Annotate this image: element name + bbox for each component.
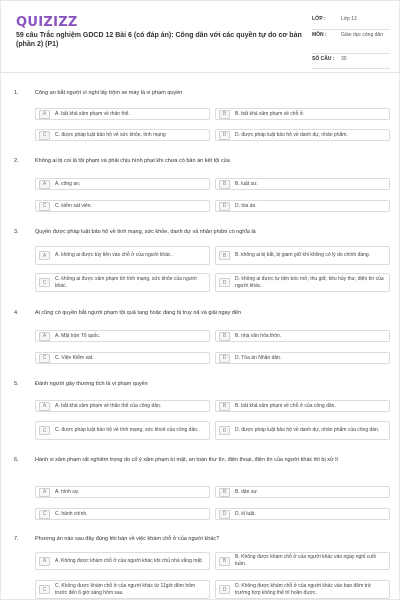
answer-option-b[interactable] [215, 486, 390, 498]
answer-option-c[interactable] [35, 580, 210, 599]
question-text: Đánh người gây thương tích là vi phạm quyền [35, 381, 148, 387]
option-text: B. bất khả xâm phạm về chỗ ở. [235, 110, 305, 117]
question-number: 4. [14, 310, 19, 316]
question-text: Quyền được pháp luật bảo hộ về tính mạng, sức khỏe, danh dự và nhân phẩm có nghĩa là [35, 229, 256, 235]
option-letter: A [39, 557, 50, 566]
question-text: Hành vi xâm phạm rất nghiêm trọng do cố ý xâm phạm bí mật, an toàn thư tín, điện thoại, điện tín của người khác thì bị xử lí [35, 457, 338, 463]
answer-option-b[interactable] [215, 552, 390, 570]
question-number: 1. [14, 90, 19, 96]
option-text: A. Mặt trận Tổ quốc. [55, 332, 101, 339]
answer-option-d[interactable] [215, 580, 390, 599]
option-text: D. kỉ luật. [235, 510, 256, 517]
option-text: A. công an. [55, 180, 81, 187]
option-text: C. kiểm sát viên. [55, 202, 92, 209]
question-text: Phương án nào sau đây đúng khi bàn về việc khám chỗ ở của người khác? [35, 536, 220, 542]
meta-class-row [312, 14, 390, 30]
answer-option-d[interactable] [215, 421, 390, 440]
option-letter: D [219, 131, 230, 140]
answer-option-c[interactable] [35, 200, 210, 212]
option-text: D. được pháp luật bảo hộ về danh dự, nhân phẩm. [235, 131, 348, 138]
option-text: D. tòa án. [235, 202, 257, 209]
answer-option-d[interactable] [215, 129, 390, 141]
option-text: B. nhà văn hóa thôn. [235, 332, 282, 339]
option-letter: B [219, 557, 230, 566]
answer-option-c[interactable] [35, 508, 210, 520]
answer-option-b[interactable] [215, 330, 390, 342]
question-number: 6. [14, 457, 19, 463]
worksheet-title: 59 câu Trắc nghiệm GDCD 12 Bài 6 (có đáp án): Công dân với các quyền tự do cơ bản (phần 2) (P1) [16, 32, 302, 49]
answer-option-a[interactable] [35, 552, 210, 570]
option-text: A. hình sự. [55, 488, 80, 495]
option-text: B. bất khả xâm phạm về chỗ ở của công dân. [235, 402, 336, 409]
option-letter: B [219, 402, 230, 411]
answer-option-a[interactable] [35, 330, 210, 342]
option-text: D. được pháp luật bảo hộ về danh dự, nhân phẩm của công dân. [235, 427, 380, 434]
option-text: A. bất khả xâm phạm về thân thể. [55, 110, 130, 117]
option-text: D. Không được khám chỗ ở của người khác vào ban đêm trừ trường hợp không thể trì hoãn được. [235, 582, 372, 596]
question-text: Ai cũng có quyền bắt người phạm tội quả tang hoặc đang bị truy nã và giải ngay đến [35, 310, 242, 316]
option-text: C. được pháp luật bảo hộ về sức khỏe, tính mạng [55, 131, 166, 138]
answer-option-a[interactable] [35, 178, 210, 190]
option-text: C. hành chính. [55, 510, 88, 517]
option-text: A. bất khả xâm phạm về thân thể của công dân. [55, 402, 162, 409]
option-letter: B [219, 251, 230, 260]
question-number: 2. [14, 158, 19, 164]
option-letter: B [219, 488, 230, 497]
answer-option-d[interactable] [215, 352, 390, 364]
meta-count-value: 30 [341, 56, 347, 62]
option-text: C. Không được khám chỗ ở của người khác từ 11giờ đêm hôm trước đến 6 giờ sáng hôm sau. [55, 582, 196, 596]
meta-count-row [312, 54, 390, 69]
meta-count-label: SỐ CÂU : [312, 56, 335, 62]
question-text: Không ai bị coi là tội phạm và phải chịu hình phạt khi chưa có bản án kết tội của [35, 158, 230, 164]
option-letter: C [39, 510, 50, 519]
option-letter: B [219, 110, 230, 119]
answer-option-d[interactable] [215, 508, 390, 520]
option-text: D. không ai được tự tiện bóc mở, thu giữ, tiêu hủy thư, điện tín của người khác. [235, 275, 384, 289]
option-letter: A [39, 180, 50, 189]
option-letter: D [219, 202, 230, 211]
quizizz-logo: QUIZIZZ [16, 15, 78, 30]
meta-subject-value: Giáo dục công dân [341, 32, 383, 38]
answer-option-a[interactable] [35, 246, 210, 265]
meta-subject-row [312, 30, 390, 54]
option-letter: C [39, 426, 50, 435]
option-text: B. dân sự. [235, 488, 259, 495]
option-letter: A [39, 488, 50, 497]
option-letter: D [219, 510, 230, 519]
option-text: D. Tòa án Nhân dân. [235, 354, 282, 361]
answer-option-b[interactable] [215, 400, 390, 412]
option-text: B. luật sư. [235, 180, 258, 187]
question-text: Công an bắt người vì nghi lấy trộm xe máy là vi phạm quyền [35, 90, 183, 96]
option-text: C. không ai được xâm phạm tới tính mạng, sức khỏe của người khác. [55, 275, 197, 289]
question-number: 5. [14, 381, 19, 387]
option-letter: C [39, 131, 50, 140]
option-letter: D [219, 585, 230, 594]
option-letter: D [219, 354, 230, 363]
option-letter: C [39, 585, 50, 594]
option-text: A. Không được khám chỗ ở của người khác khi chủ nhà vắng mặt. [55, 557, 203, 564]
answer-option-b[interactable] [215, 246, 390, 265]
option-letter: C [39, 278, 50, 287]
answer-option-b[interactable] [215, 178, 390, 190]
option-text: A. không ai được tùy tiện vào chỗ ở của người khác. [55, 252, 172, 259]
header-divider [1, 72, 400, 73]
answer-option-b[interactable] [215, 108, 390, 120]
meta-class-value: Lớp 12 [341, 16, 357, 22]
answer-option-c[interactable] [35, 421, 210, 440]
answer-option-d[interactable] [215, 200, 390, 212]
option-letter: A [39, 251, 50, 260]
option-text: C. được pháp luật bảo hộ về tính mạng, sức khoẻ của công dân. [55, 427, 199, 434]
meta-subject-label: MÔN : [312, 32, 327, 38]
option-text: B. Không được khám chỗ ở của người khác vào ngày nghỉ cuối tuần. [235, 554, 376, 567]
answer-option-a[interactable] [35, 108, 210, 120]
option-letter: B [219, 180, 230, 189]
option-letter: A [39, 402, 50, 411]
answer-option-c[interactable] [35, 273, 210, 292]
answer-option-d[interactable] [215, 273, 390, 292]
question-number: 7. [14, 536, 19, 542]
option-letter: B [219, 332, 230, 341]
option-text: B. không ai bị bắt, bị giam giữ khi không có lý do chính đáng. [235, 252, 371, 259]
option-letter: D [219, 426, 230, 435]
option-letter: C [39, 202, 50, 211]
option-letter: C [39, 354, 50, 363]
option-letter: D [219, 278, 230, 287]
option-letter: A [39, 110, 50, 119]
answer-option-a[interactable] [35, 400, 210, 412]
worksheet-meta [312, 14, 390, 69]
answer-option-a[interactable] [35, 486, 210, 498]
option-letter: A [39, 332, 50, 341]
answer-option-c[interactable] [35, 352, 210, 364]
question-number: 3. [14, 229, 19, 235]
option-text: C. Viện Kiểm sát. [55, 354, 94, 361]
meta-class-label: LỚP : [312, 16, 326, 22]
answer-option-c[interactable] [35, 129, 210, 141]
